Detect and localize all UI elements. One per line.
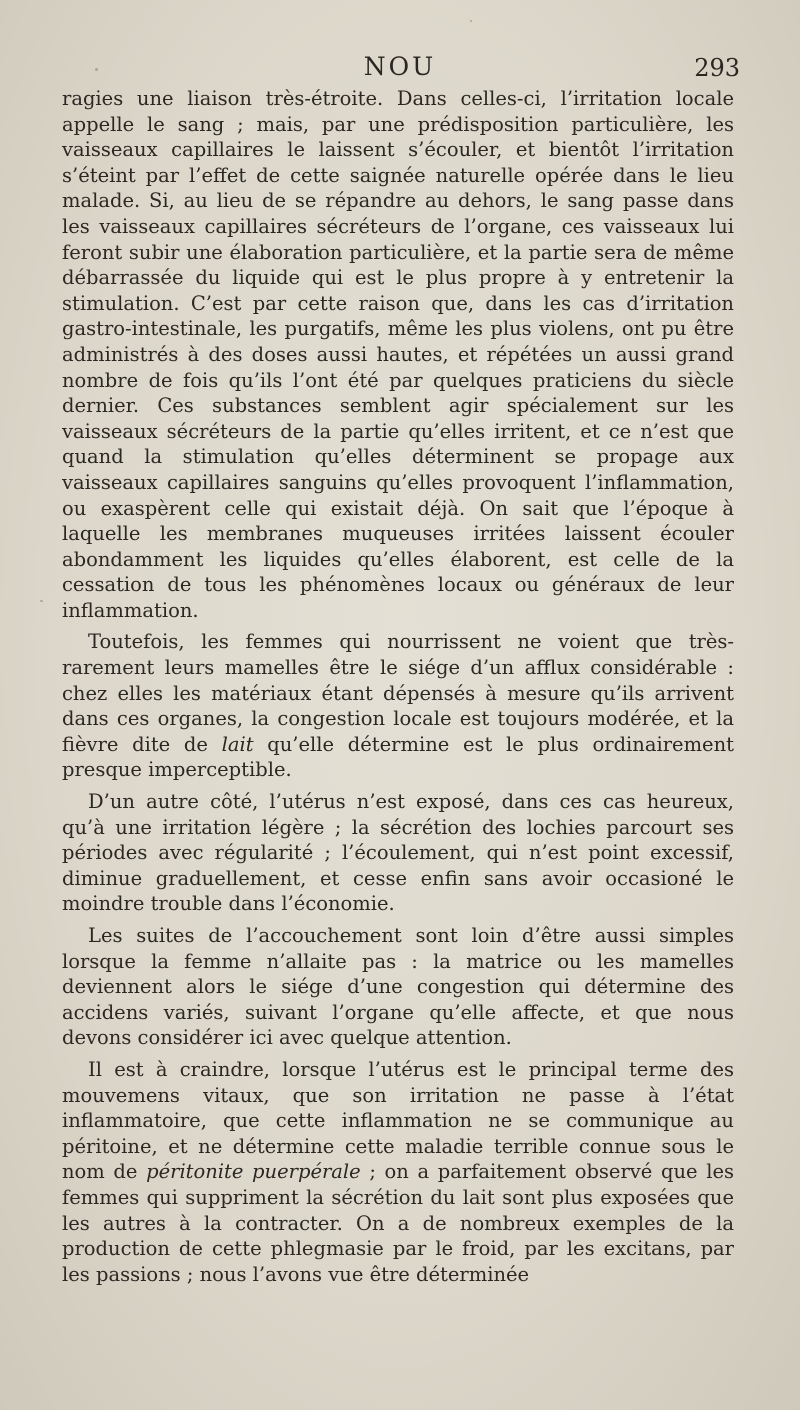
paragraph-5-text-after: ; on a parfaitement observé que les femmes qui suppriment la sécrétion du lait sont plus exposées que les autres à la contracter. On a de nombreux exemples de la production de cette phlegmasie par le froid, par les excitans, par les passions ; nous l’avons vue être déterminée (62, 1160, 734, 1286)
paragraph-2-text-before: Toutefois, les femmes qui nourrissent ne voient que très-rarement leurs mamelles être le siége d’un afflux considérable : chez elles les matériaux étant dépensés à mesure qu’ils arrivent dans ces organes, la congestion locale est toujours modérée, et la fièvre dite de (62, 630, 734, 756)
page-number: 293 (694, 54, 740, 82)
running-head: NOU (363, 52, 437, 81)
paragraph-2 (62, 629, 734, 783)
paragraph-2-italic: lait (221, 732, 254, 756)
paragraph-2-text-after: qu’elle détermine est le plus ordinairement presque imperceptible. (62, 732, 734, 782)
paragraph-5-italic: péritonite puerpérale (146, 1160, 361, 1184)
paragraph-4: Les suites de l’accouchement sont loin d’être aussi simples lorsque la femme n’allaite pas : la matrice ou les mamelles deviennent alors le siége d’une congestion qui détermine des accidens variés, suivant l’organe qu’elle affecte, et que nous devons considérer ici avec quelque attention. (62, 924, 734, 1050)
page-header (60, 52, 740, 82)
paper-speck (95, 68, 98, 71)
paragraph-3: D’un autre côté, l’utérus n’est exposé, dans ces cas heureux, qu’à une irritation légère ; la sécrétion des lochies parcourt ses périodes avec régularité ; l’écoulement, qui n’est point excessif, diminue graduellement, et cesse enfin sans avoir occasioné le moindre trouble dans l’économie. (62, 790, 734, 916)
paragraph-1: ragies une liaison très-étroite. Dans celles-ci, l’irritation locale appelle le sang ; mais, par une prédisposition particulière, les vaisseaux capillaires le laissent s’écouler, et bientôt l’irritation s’éteint par l’effet de cette saignée naturelle opérée dans le lieu malade. Si, au lieu de se répandre au dehors, le sang passe dans les vaisseaux capillaires sécréteurs de l’organe, ces vaisseaux lui feront subir une élaboration particulière, et la partie sera de même débarrassée du liquide qui est le plus propre à y entretenir la stimulation. C’est par cette raison que, dans les cas d’irritation gastro-intestinale, les purgatifs, même les plus violens, ont pu être administrés à des doses aussi hautes, et répétées un aussi grand nombre de fois qu’ils l’ont été par quelques praticiens du siècle dernier. Ces substances semblent agir spécialement sur les vaisseaux sécréteurs de la partie qu’elles irritent, et ce n’est que quand la stimulation qu’elles déterminent se propage aux vaisseaux capillaires sanguins qu’elles provoquent l’inflammation, ou exaspèrent celle qui existait déjà. On sait que l’époque à laquelle les membranes muqueuses irritées laissent écouler abondamment les liquides qu’elles élaborent, est celle de la cessation de tous les phénomènes locaux ou généraux de leur inflammation. (62, 87, 734, 622)
paragraph-5-text-before: Il est à craindre, lorsque l’utérus est le principal terme des mouvemens vitaux, que son irritation ne passe à l’état inflammatoire, que cette inflammation ne se communique au péritoine, et ne détermine cette maladie terrible connue sous le nom de (62, 1057, 734, 1184)
body-text (62, 86, 734, 1293)
paragraph-5 (62, 1057, 734, 1287)
paper-speck (40, 600, 43, 602)
paper-speck (470, 20, 472, 22)
